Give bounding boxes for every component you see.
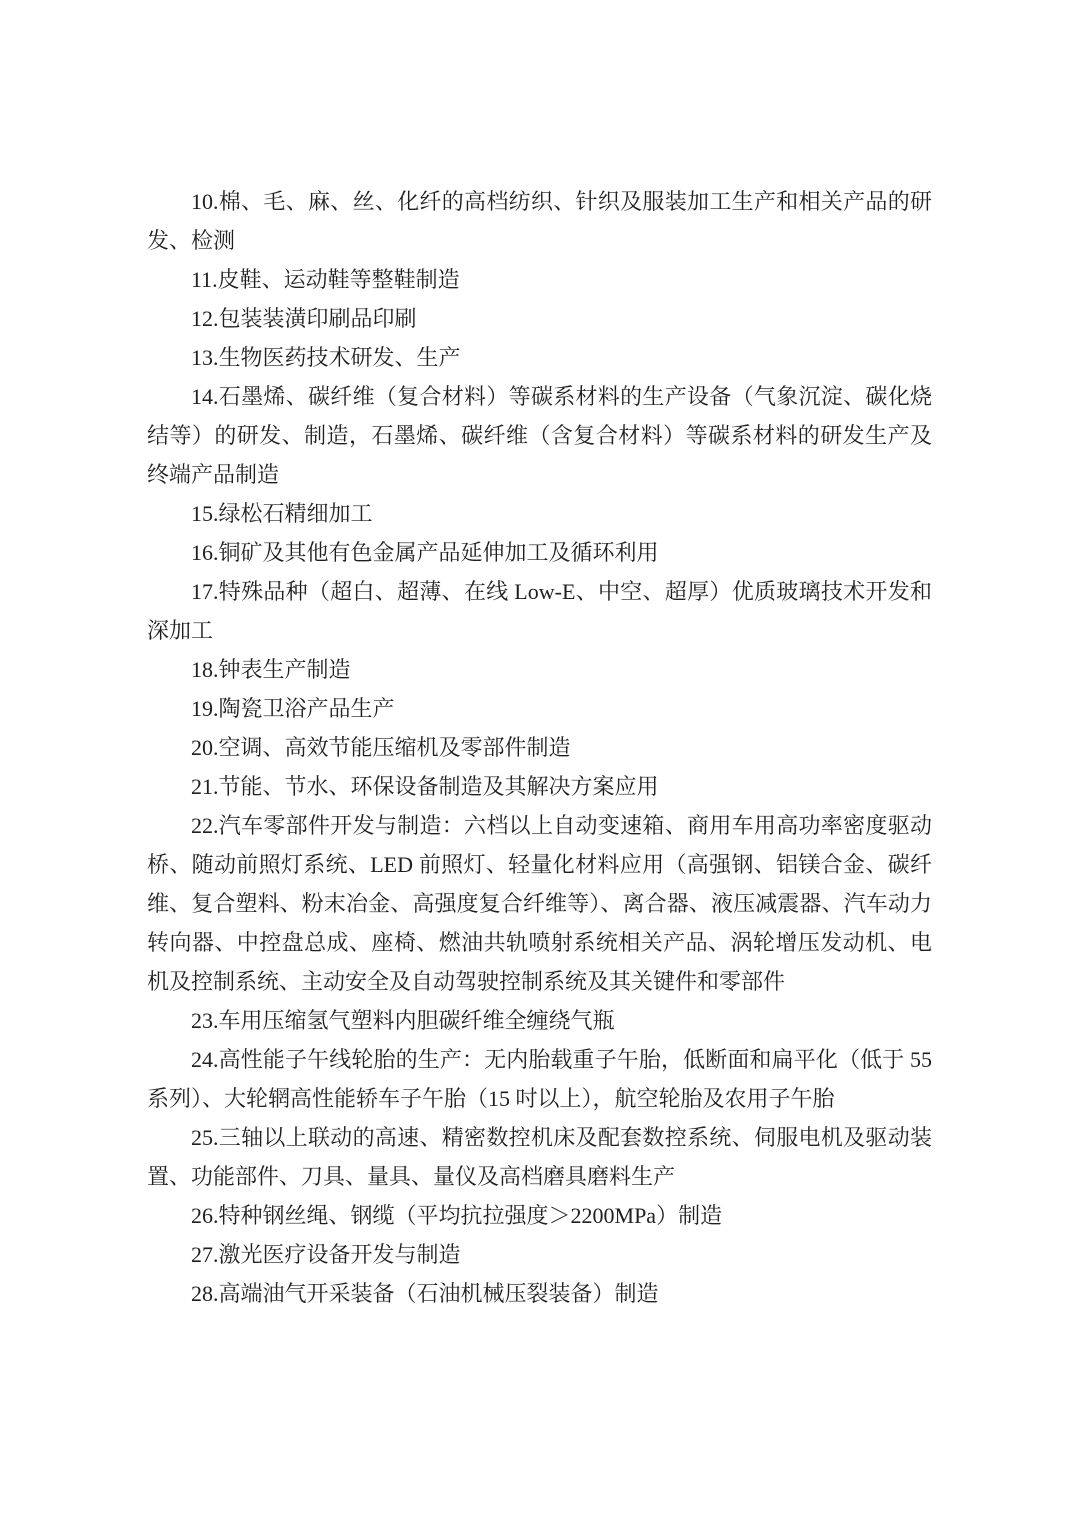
list-item: 15.绿松石精细加工 — [191, 501, 373, 526]
list-item: 23.车用压缩氢气塑料内胆碳纤维全缠绕气瓶 — [191, 1008, 615, 1033]
list-item: 12.包装装潢印刷品印刷 — [191, 306, 417, 331]
list-item: 14.石墨烯、碳纤维（复合材料）等碳系材料的生产设备（气象沉淀、碳化烧结等）的研发、制造，石墨烯、碳纤维（含复合材料）等碳系材料的研发生产及终端产品制造 — [147, 384, 932, 487]
document-body — [147, 182, 932, 1313]
list-item: 25.三轴以上联动的高速、精密数控机床及配套数控系统、伺服电机及驱动装置、功能部件、刀具、量具、量仪及高档磨具磨料生产 — [147, 1125, 932, 1189]
list-item: 28.高端油气开采装备（石油机械压裂装备）制造 — [191, 1281, 659, 1306]
list-item: 16.铜矿及其他有色金属产品延伸加工及循环利用 — [191, 540, 659, 565]
list-item: 26.特种钢丝绳、钢缆（平均抗拉强度＞2200MPa）制造 — [191, 1203, 723, 1228]
list-item: 13.生物医药技术研发、生产 — [191, 345, 461, 370]
list-item: 27.激光医疗设备开发与制造 — [191, 1242, 461, 1267]
list-item: 10.棉、毛、麻、丝、化纤的高档纺织、针织及服装加工生产和相关产品的研发、检测 — [147, 189, 932, 253]
list-item: 24.高性能子午线轮胎的生产：无内胎载重子午胎，低断面和扁平化（低于 55 系列）、大轮辋高性能轿车子午胎（15 吋以上），航空轮胎及农用子午胎 — [147, 1047, 932, 1111]
list-item: 17.特殊品种（超白、超薄、在线 Low-E、中空、超厚）优质玻璃技术开发和深加工 — [147, 579, 932, 643]
list-item: 22.汽车零部件开发与制造：六档以上自动变速箱、商用车用高功率密度驱动桥、随动前照灯系统、LED 前照灯、轻量化材料应用（高强钢、铝镁合金、碳纤维、复合塑料、粉末冶金、高强度复合纤维等）、离合器、液压减震器、汽车动力转向器、中控盘总成、座椅、燃油共轨喷射系统相关产品、涡轮增压发动机、电机及控制系统、主动安全及自动驾驶控制系统及其关键件和零部件 — [147, 813, 932, 994]
list-item: 19.陶瓷卫浴产品生产 — [191, 696, 395, 721]
list-item: 18.钟表生产制造 — [191, 657, 351, 682]
list-item: 11.皮鞋、运动鞋等整鞋制造 — [191, 267, 460, 292]
list-item: 21.节能、节水、环保设备制造及其解决方案应用 — [191, 774, 659, 799]
list-item: 20.空调、高效节能压缩机及零部件制造 — [191, 735, 571, 760]
